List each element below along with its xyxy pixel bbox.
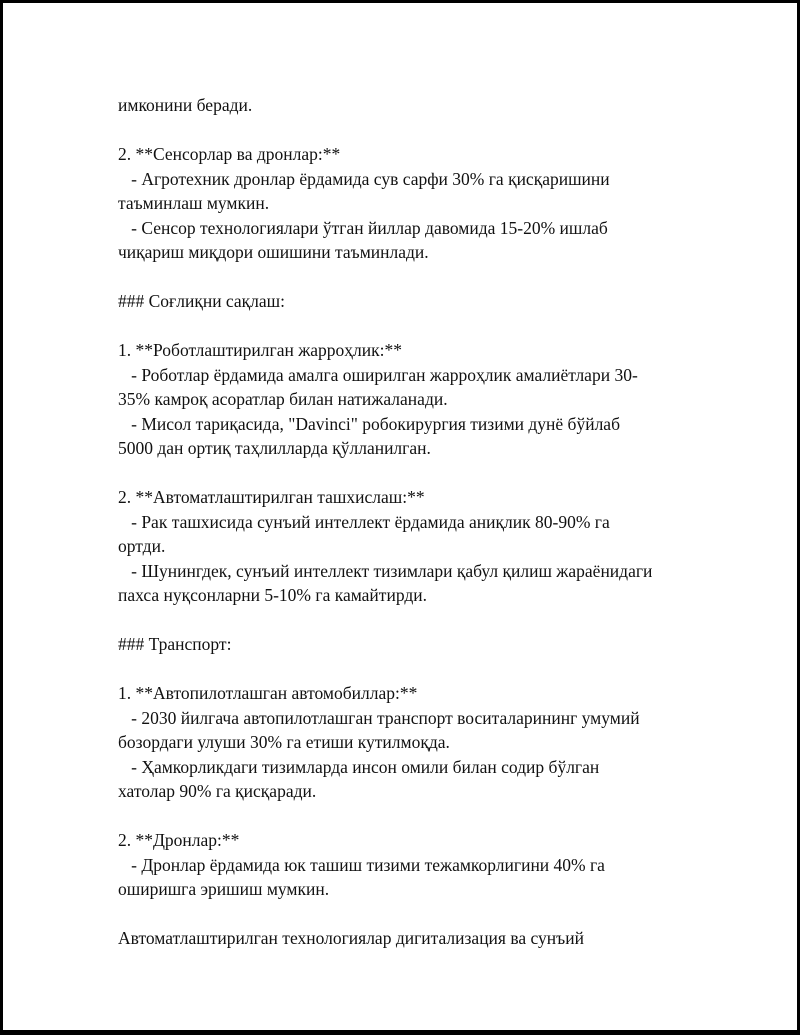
text-line: - Шунингдек, сунъий интеллект тизимлари қабул қилиш жараёнидаги: [118, 560, 653, 581]
text-line: имконини беради.: [118, 95, 253, 115]
text-line: таъминлаш мумкин.: [118, 193, 270, 213]
list-heading-automated-diagnosis: 2. **Автоматлаштирилган ташхислаш:**: [118, 487, 425, 507]
text-line: оширишга эришиш мумкин.: [118, 879, 330, 899]
blank-line: [118, 314, 718, 339]
text-line: - 2030 йилгача автопилотлашган транспорт воситаларининг умумий: [118, 707, 640, 728]
list-heading-sensors-drones: 2. **Сенсорлар ва дронлар:**: [118, 144, 341, 164]
blank-line: [118, 461, 718, 486]
text-line: - Рак ташхисида сунъий интеллект ёрдамида аниқлик 80-90% га: [118, 511, 610, 532]
text-line: - Агротехник дронлар ёрдамида сув сарфи 30% га қисқаришини: [118, 168, 610, 189]
section-heading-transport: ### Транспорт:: [118, 634, 232, 654]
text-line: - Дронлар ёрдамида юк ташиш тизими тежамкорлигини 40% га: [118, 854, 605, 875]
text-line: 5000 дан ортиқ таҳлилларда қўлланилган.: [118, 438, 431, 458]
list-heading-autopilot-cars: 1. **Автопилотлашган автомобиллар:**: [118, 683, 418, 703]
text-line: - Мисол тариқасида, "Davinci" робокирургия тизими дунё бўйлаб: [118, 413, 620, 434]
text-line: 35% камроқ асоратлар билан натижаланади.: [118, 389, 448, 409]
blank-line: [118, 902, 718, 927]
document-body: [118, 93, 718, 951]
blank-line: [118, 118, 718, 143]
text-line: чиқариш миқдори ошишини таъминлади.: [118, 242, 429, 262]
blank-line: [118, 657, 718, 682]
text-line: бозордаги улуши 30% га етиши кутилмоқда.: [118, 732, 450, 752]
list-heading-robotic-surgery: 1. **Роботлаштирилган жарроҳлик:**: [118, 340, 403, 360]
blank-line: [118, 804, 718, 829]
blank-line: [118, 265, 718, 290]
text-line: хатолар 90% га қисқаради.: [118, 781, 317, 801]
text-line: Автоматлаштирилган технологиялар дигитализация ва сунъий: [118, 928, 584, 948]
text-line: - Ҳамкорликдаги тизимларда инсон омили билан содир бўлган: [118, 756, 600, 777]
text-line: - Роботлар ёрдамида амалга оширилган жарроҳлик амалиётлари 30-: [118, 364, 638, 385]
list-heading-drones: 2. **Дронлар:**: [118, 830, 240, 850]
text-line: ортди.: [118, 536, 166, 556]
section-heading-healthcare: ### Соғлиқни сақлаш:: [118, 291, 286, 311]
text-line: пахса нуқсонларни 5-10% га камайтирди.: [118, 585, 427, 605]
text-line: - Сенсор технологиялари ўтган йиллар давомида 15-20% ишлаб: [118, 217, 608, 238]
blank-line: [118, 608, 718, 633]
